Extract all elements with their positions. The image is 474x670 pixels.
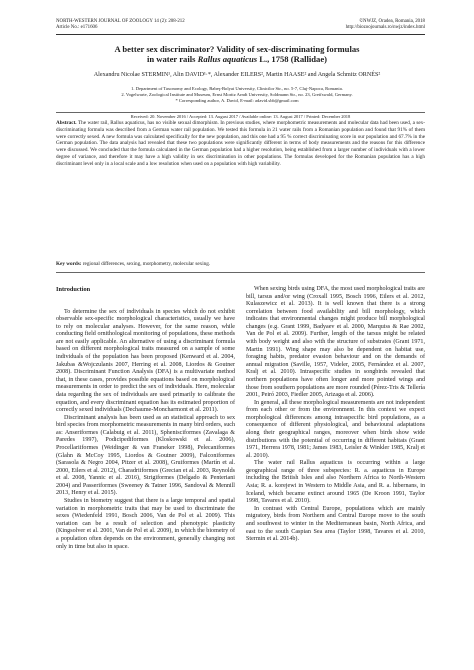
- abstract-label: Abstract.: [56, 120, 77, 126]
- right-column: [246, 286, 425, 544]
- left-column: [56, 286, 235, 551]
- publication-dates: Received: 20. November 2016 / Accepted: 13. August 2017 / Available online: 13. August 2017 / Printed: December 2018: [56, 112, 425, 120]
- keywords-label: Key words:: [56, 261, 82, 267]
- affiliations: [40, 86, 434, 104]
- title-line-2-pre: in water rails: [146, 54, 198, 65]
- keywords-divider: [56, 272, 425, 273]
- author-list: Alexandru Nicolae STERMIN¹, Alin DAVID¹·*, Alexander EILERS², Martin HAASE² and Angela Schmitz ORNÉS²: [93, 72, 381, 78]
- article-title: [40, 44, 434, 65]
- keywords-text: regional differences, sexing, morphometry, molecular sexing.: [82, 261, 211, 267]
- keywords: [56, 261, 425, 268]
- affiliation-1: 1. Department of Taxonomy and Ecology, Babeş-Bolyai University, Clinicilor Str., no. 5-7, Cluj-Napoca, Romania.: [131, 86, 343, 91]
- right-paragraph-4: In contrast with Central Europe, populations which are mainly migratory, birds from Northern and Central Europe move to the south and southwest to winter in the Mediterranean basin, North Africa, and east to the south Caspian Sea area (Taylor 1998, Tavares et al. 2010, Stermin et al. 2014b).: [246, 505, 425, 543]
- abstract-text: The water rail, Rallus aquaticus, has no visible sexual dimorphism. In previous studies, where morphometric measurements and molecular data had been used, a sex-discriminating formula was described from a German water rail population. We tested this formula in 21 water rails from a Romanian population and found that 91% of them were correctly sexed. A new formula was calculated specifically for the new population, and this one had a 95 % correct discriminating score in our population and 67.7% in the German population. The data analysis had revealed that these two populations were significantly different in terms of body measurements and the reasons for this difference were discussed. We concluded that the formula calculated in the German population had a higher resolution, being established from a larger number of individuals with a lower degree of variance, and therefore it may have a high validity in sex discrimination in other populations. The formulas developed for the Romanian population has a high discriminant level only in a local scale and a low resolution when used on a population with high variability.: [56, 120, 426, 167]
- section-heading-introduction: Introduction: [56, 286, 91, 293]
- title-species-name: Rallus aquaticus: [197, 54, 258, 65]
- intro-paragraph-2: Discriminant analysis has been used as an statistical approach to sex bird species from morphometric measurements in many bird orders, such as: Anseriformes (Calabuig et al. 2011), Sphenisciformes (Zavalaga & Paredes 1997), Podicipediformes (Kloskowski et al. 2006), Procellariiformes (Weidinger & van Franeker 1998), Pelecaniformes (Glahn & McCoy 1995, Liordos & Goutner 2009), Falconiformes (Sarasola & Negro 2004, Pitzer et al. 2008), Gruiformes (Martín et al. 2000, Eilers et al. 2012), Charadriiformes (Grecian et al. 2003, Reynolds et al. 2008, Yannic et al. 2016), Strigiformes (Delgado & Penteriani 2004) and Passeriformes (Sweeney & Tatner 1996, Sandoval & Mennill 2013, Henry et al. 2015).: [56, 414, 235, 497]
- right-paragraph-1: When sexing birds using DFA, the most used morphological traits are bill, tarsus and/or wing (Croxall 1995, Bosch 1996, Eilers et al. 2012, Kulaszewicz et al. 2013). It is well known that there is a strong correlation between food availability and bill morphology, which indicates that environmental changes might produce bill morphological changes (e.g. Grant 1999, Badyaev et al. 2000, Marquiss & Rae 2002, Van de Pol et al. 2009). Further, length of the tarsus might be related with body weight and also with the structure of substrates (Grant 1971, Martin 1991). Wing shape may also be dependent on habitat use, foraging habits, predator evasion behaviour and on the demands of annual migration (Saville, 1957, Videler, 2005, Fernández et al. 2007, Kralj et al. 2010). Intraspecific studies in songbirds revealed that northern populations have often longer and more pointed wings and those from southern populations are more rounded (Pérez-Tris & Tellería 2001, Peiró 2003, Fiedler 2005, Arizaga et al. 2006).: [246, 286, 425, 399]
- article-number: Article No.: e171606: [56, 25, 98, 31]
- journal-header-left: [56, 19, 185, 32]
- title-line-2: [40, 54, 434, 64]
- header-divider: [56, 34, 425, 35]
- abstract: [56, 120, 425, 167]
- journal-citation: NORTH-WESTERN JOURNAL OF ZOOLOGY 14 (2): 208-212: [56, 19, 185, 24]
- intro-paragraph-3: Studies in biometry suggest that there is a large temporal and spatial variation in morphometric traits that may be used to discriminate the sexes (Wiedenfeld 1991, Bosch 2006, Van de Pol et al. 2009). This variation can be a result of selection and phenotypic plasticity (Kingsolver et al. 2001, Van de Pol et al. 2009), in which the biometry of a population often depends on the environment, generally changing not only in time but also in space.: [56, 498, 235, 550]
- copyright-notice: ©NWJZ, Oradea, Romania, 2018: [359, 19, 425, 24]
- journal-url[interactable]: http://biozoojournals.ro/nwjz/index.html: [345, 25, 425, 31]
- right-paragraph-2: In general, all these morphological measurements are not independent from each other or from the environment. In this context we expect morphological differences among intraspecific bird populations, as a consequence of different physiological, and behavioural adaptations along their geographical ranges, moreover when birds show wide distributions with the potential of occurring in different habitats (Grant 1971, Herrera 1978, 1981; James 1983, Leisler & Winkler 1985, Kralj et al. 2010).: [246, 399, 425, 459]
- journal-header-right: [346, 19, 425, 32]
- right-paragraph-3: The water rail Rallus aquaticus is occurring within a large geographical range of three subspecies: R. a. aquaticus in Europe including the British Isles and also Northern Africa to North-Western Asia; R. a. korejewi in Western to Middle Asia, and R. a. hibernans, in Iceland, which became extinct around 1965 (De Kroon 1991, Taylor 1998, Tavares et al. 2010).: [246, 460, 425, 505]
- corresponding-author: * Corresponding author, A. David, E-mail: adavid.sbb@gmail.com: [175, 97, 299, 103]
- title-line-2-post: L., 1758 (Rallidae): [257, 54, 328, 65]
- intro-paragraph-1: To determine the sex of individuals in species which do not exhibit observable sex-specific morphological characteristics, usually we have to rely on molecular analyses. However, for the same reason, while conducting field ornithological monitoring of populations, these methods are not easily applicable. An alternative of using a discriminant formula based on different morphological traits measured on a sample of some individuals of the population has been proposed (Kenward et al. 2004, Jakubas &Wojczulanis 2007, Herring et al. 2008, Liordos & Goutner 2008). Discriminant Function Analysis (DFA) is a multivariate method that, in these cases, provides possible equations based on morphological measurements in order to predict the sex of individuals. Here, molecular data regarding the sex of individuals are used primarily to calibrate the equation, and every discriminant equation has its estimated proportion of correctly sexed individuals (Dechaume-Moncharmont et al. 2011).: [56, 308, 235, 414]
- affiliation-2: 2. Vogelwarte, Zoological Institute and Museum, Ernst Moritz Arndt University, Soldmann Str., no. 23, Greifswald, Germany.: [121, 91, 353, 97]
- title-line-1: A better sex discriminator? Validity of sex-discriminating formulas: [114, 44, 360, 54]
